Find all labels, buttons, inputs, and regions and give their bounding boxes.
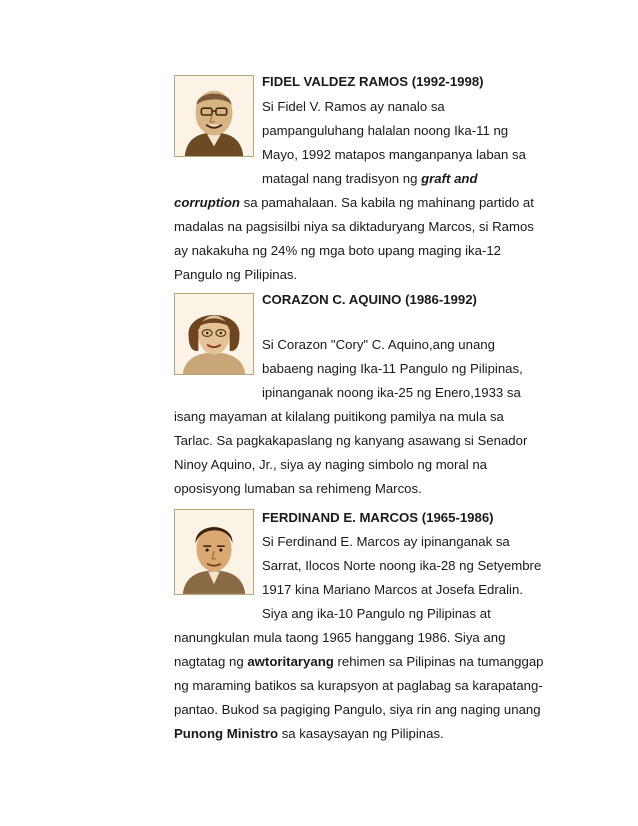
- ramos-line-4-text: matagal nang tradisyon ng: [262, 171, 422, 186]
- ramos-line-3: Mayo, 1992 matapos manganpanya laban sa: [262, 147, 526, 162]
- marcos-line-7: ng maraming batikos sa kurapsyon at paglabag sa karapatang-: [174, 678, 543, 693]
- aquino-line-2: babaeng naging Ika-11 Pangulo ng Pilipinas,: [262, 361, 523, 376]
- aquino-line-4: isang mayaman at kilalang puitikong pamilya na mula sa: [174, 409, 504, 424]
- marcos-line-8: pantao. Bukod sa pagiging Pangulo, siya rin ang naging unang: [174, 702, 541, 717]
- aquino-line-1: Si Corazon "Cory" C. Aquino,ang unang: [262, 337, 495, 352]
- marcos-line-4: Siya ang ika-10 Pangulo ng Pilipinas at: [262, 606, 491, 621]
- ramos-line-1: Si Fidel V. Ramos ay nanalo sa: [262, 99, 445, 114]
- aquino-line-3: ipinanganak noong ika-25 ng Enero,1933 sa: [262, 385, 521, 400]
- ramos-line-5-text: sa pamahalaan. Sa kabila ng mahinang partido at: [239, 195, 534, 210]
- marcos-line-9: [174, 725, 444, 742]
- ramos-line-4: [262, 170, 478, 187]
- marcos-punong-ministro: Punong Ministro: [174, 726, 279, 741]
- aquino-line-7: oposisyong lumaban sa rehimeng Marcos.: [174, 481, 422, 496]
- marcos-line-6-rest: rehimen sa Pilipinas na tumanggap: [333, 654, 544, 669]
- marcos-line-9-text: sa kasaysayan ng Pilipinas.: [278, 726, 444, 741]
- marcos-portrait-icon: [174, 509, 254, 595]
- marcos-line-6: [174, 653, 544, 670]
- ramos-line-7: ay nakakuha ng 24% ng mga boto upang maging ika-12: [174, 243, 501, 258]
- ramos-portrait-icon: [174, 75, 254, 157]
- marcos-awtoritaryang-word: awtoritaryang: [247, 654, 334, 669]
- ramos-line-5: [174, 194, 534, 211]
- ramos-line-6: madalas na pagsisilbi niya sa diktaduryang Marcos, si Ramos: [174, 219, 534, 234]
- aquino-title: CORAZON C. AQUINO (1986-1992): [262, 292, 477, 307]
- marcos-line-3: 1917 kina Mariano Marcos at Josefa Edralin.: [262, 582, 523, 597]
- ramos-corruption-word: corruption: [174, 195, 240, 210]
- marcos-line-1: Si Ferdinand E. Marcos ay ipinanganak sa: [262, 534, 510, 549]
- aquino-line-6: Ninoy Aquino, Jr., siya ay naging simbolo ng moral na: [174, 457, 488, 472]
- ramos-line-8: Pangulo ng Pilipinas.: [174, 267, 298, 282]
- aquino-line-5: Tarlac. Sa pagkakapaslang ng kanyang asawang si Senador: [174, 433, 528, 448]
- aquino-portrait-icon: [174, 293, 254, 375]
- ramos-line-2: pampanguluhang halalan noong Ika-11 ng: [262, 123, 509, 138]
- marcos-line-2: Sarrat, Ilocos Norte noong ika-28 ng Setyembre: [262, 558, 542, 573]
- marcos-line-5: nanungkulan mula taong 1965 hanggang 1986. Siya ang: [174, 630, 506, 645]
- marcos-title: FERDINAND E. MARCOS (1965-1986): [262, 510, 494, 525]
- ramos-graft-phrase: graft and: [421, 171, 478, 186]
- marcos-line-6-text: nagtatag ng: [174, 654, 248, 669]
- ramos-title: FIDEL VALDEZ RAMOS (1992-1998): [262, 74, 484, 89]
